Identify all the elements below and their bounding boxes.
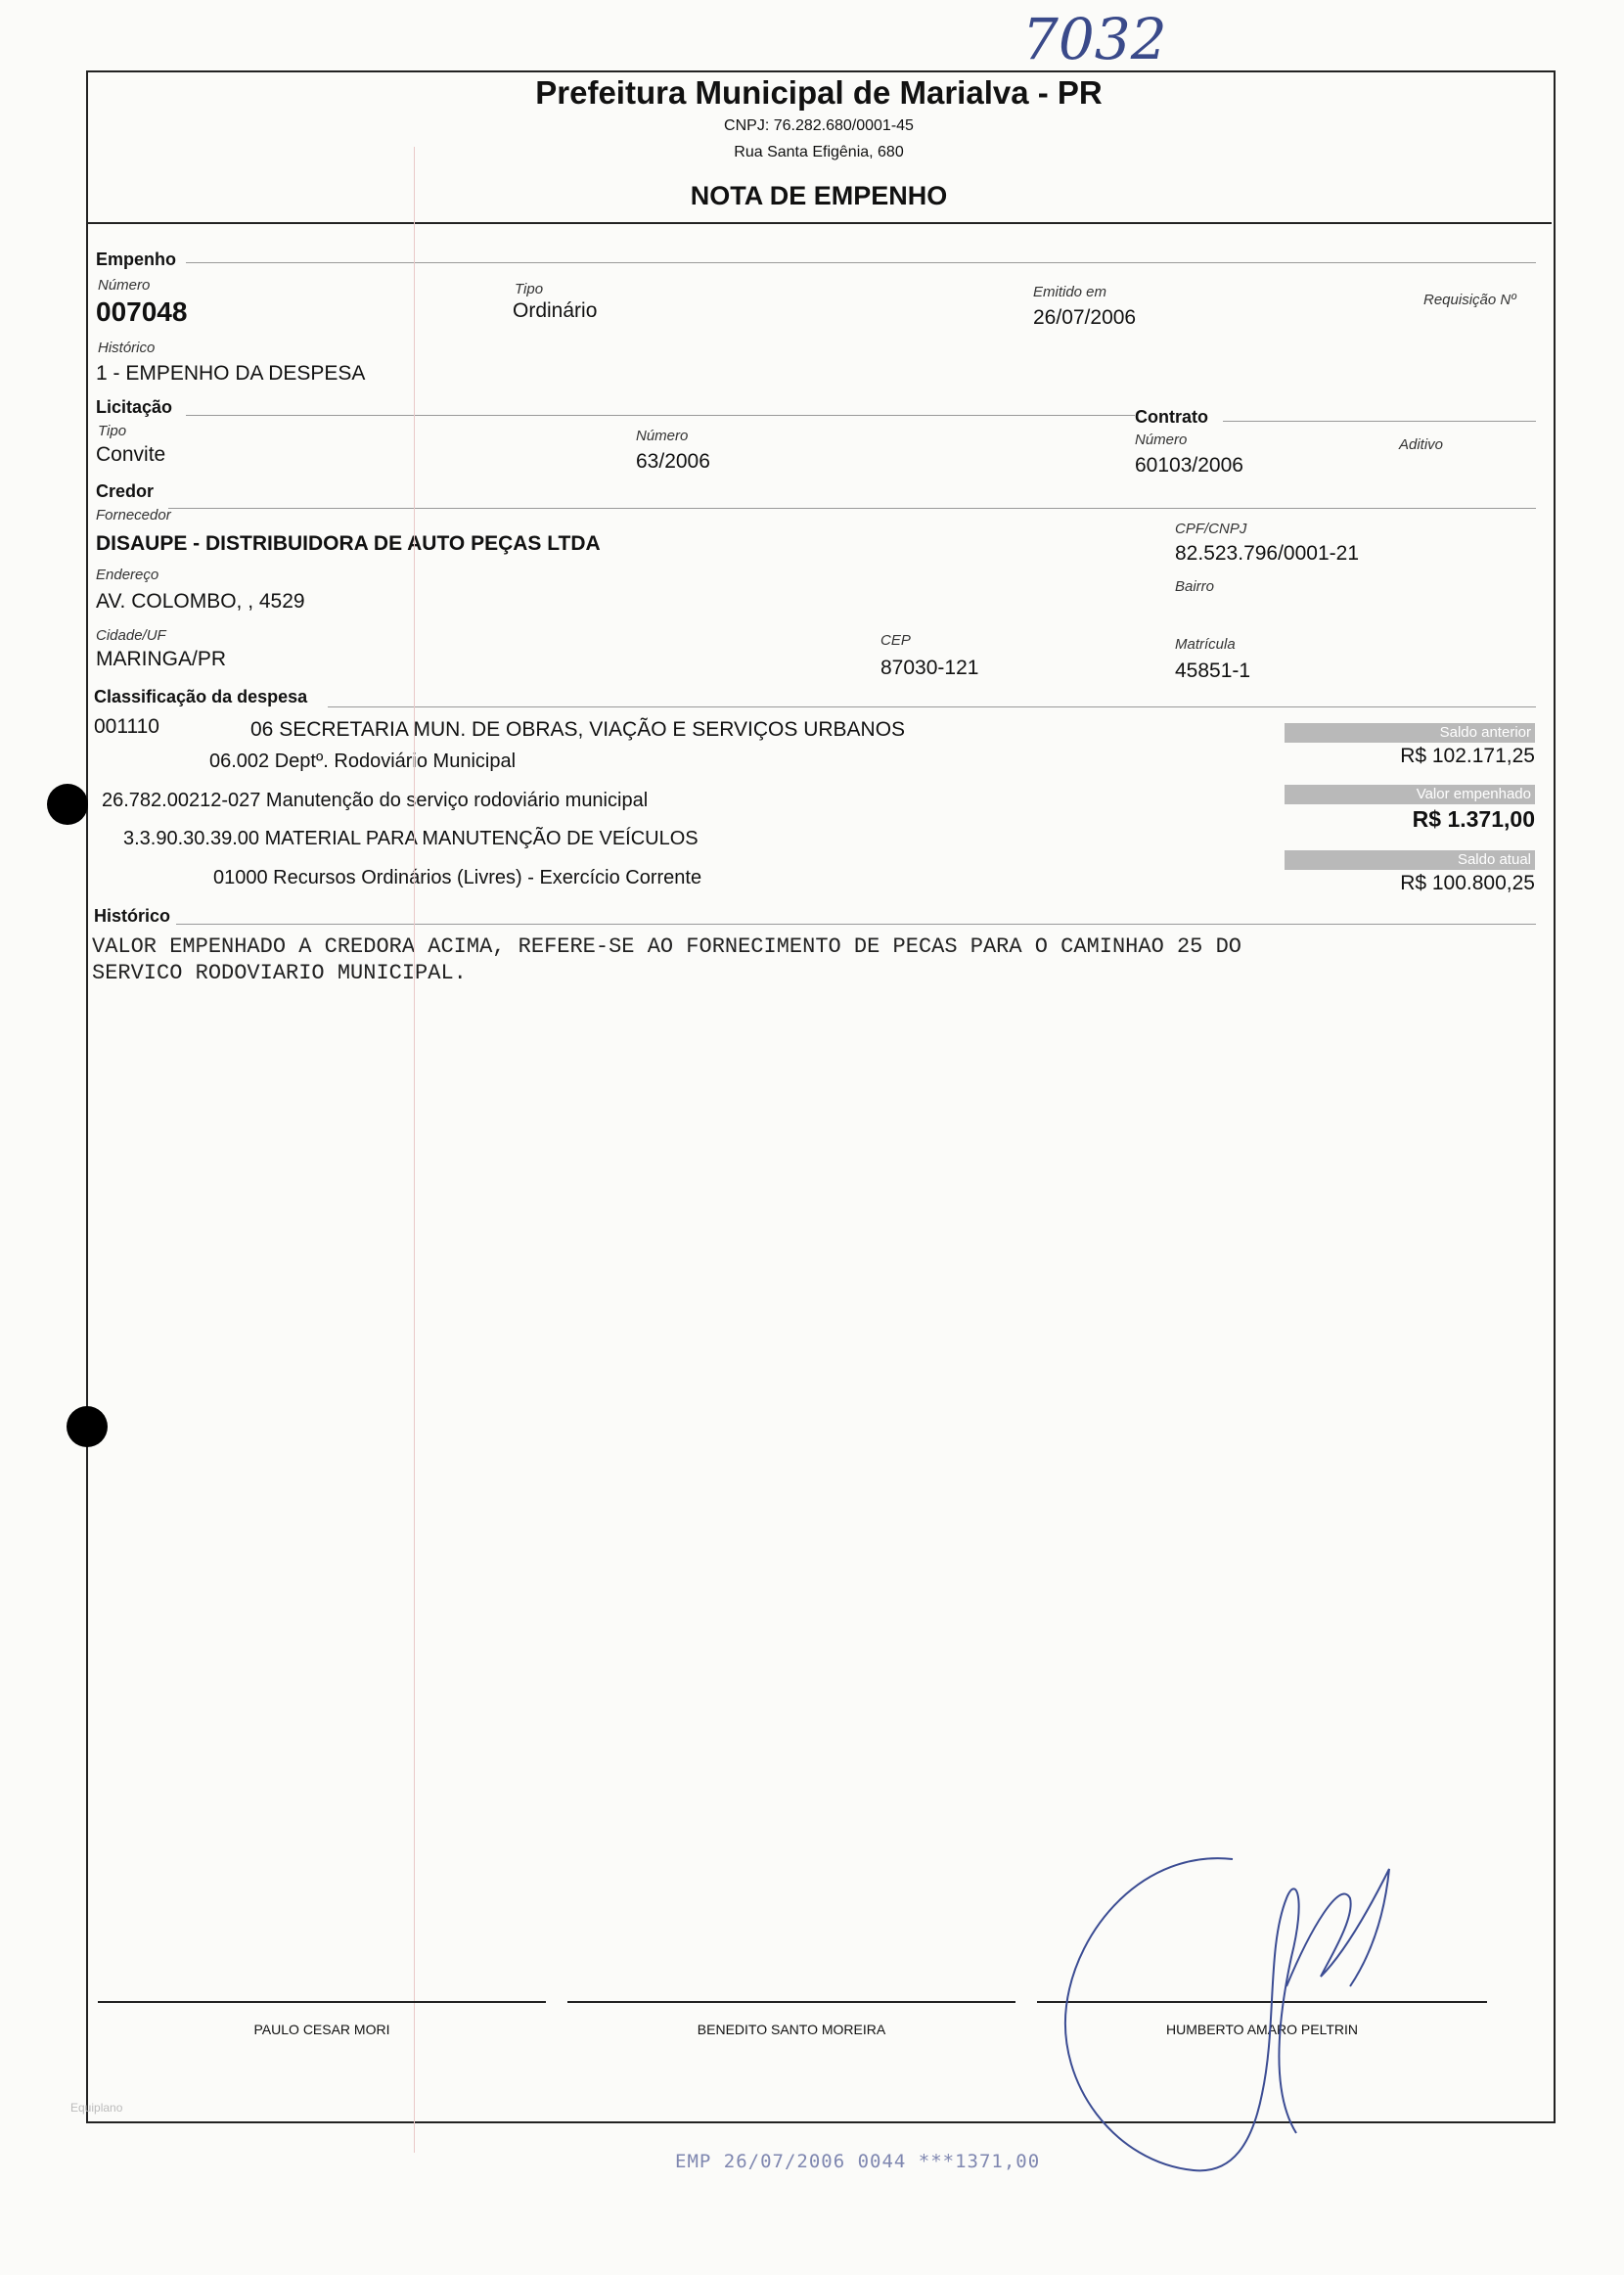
licitacao-tipo-label: Tipo	[98, 423, 127, 439]
cpf-value: 82.523.796/0001-21	[1175, 542, 1360, 565]
section-rule	[186, 262, 1536, 263]
historico-label: Histórico	[98, 340, 156, 356]
section-classificacao: Classificação da despesa	[94, 687, 308, 706]
bank-stamp: EMP 26/07/2006 0044 ***1371,00	[675, 2151, 1041, 2172]
fold-line	[414, 147, 415, 2153]
matricula-value: 45851-1	[1175, 660, 1251, 682]
valor-empenhado-value: R$ 1.371,00	[1412, 806, 1535, 832]
handwritten-number: 7032	[1022, 6, 1167, 72]
matricula-label: Matrícula	[1175, 636, 1236, 653]
aditivo-label: Aditivo	[1399, 436, 1444, 453]
signatory-name: PAULO CESAR MORI	[253, 2022, 390, 2037]
signature-line	[98, 2001, 546, 2003]
contrato-numero-label: Número	[1135, 432, 1188, 448]
numero-label: Número	[98, 277, 151, 294]
contrato-numero: 60103/2006	[1135, 454, 1243, 477]
cidade-value: MARINGA/PR	[96, 648, 227, 670]
bairro-label: Bairro	[1175, 578, 1215, 595]
historico-line-2: SERVICO RODOVIARIO MUNICIPAL.	[92, 961, 467, 985]
cep-label: CEP	[880, 632, 911, 649]
historico-line-1: VALOR EMPENHADO A CREDORA ACIMA, REFERE-SE AO FORNECIMENTO DE PECAS PARA O CAMINHAO 25 DO	[92, 934, 1241, 959]
punch-hole	[47, 784, 88, 825]
requisicao-label: Requisição Nº	[1423, 292, 1516, 308]
section-rule	[176, 924, 1536, 925]
tipo-label: Tipo	[515, 281, 544, 297]
cep-value: 87030-121	[880, 657, 979, 679]
emitido-date: 26/07/2006	[1033, 306, 1137, 329]
saldo-atual-label: Saldo atual	[1285, 850, 1535, 870]
endereco-value: AV. COLOMBO, , 4529	[96, 590, 305, 613]
municipality-title: Prefeitura Municipal de Marialva - PR	[535, 74, 1103, 111]
cnpj-text: CNPJ: 76.282.680/0001-45	[724, 117, 914, 134]
section-rule	[168, 508, 1536, 509]
saldo-anterior-label: Saldo anterior	[1285, 723, 1535, 743]
licitacao-numero: 63/2006	[636, 450, 710, 473]
document-title: NOTA DE EMPENHO	[690, 181, 948, 210]
header-divider	[86, 222, 1552, 224]
section-rule	[1223, 421, 1536, 422]
saldo-anterior-value: R$ 102.171,25	[1400, 745, 1535, 767]
programa-line: 26.782.00212-027 Manutenção do serviço rodoviário municipal	[102, 790, 649, 811]
fornecedor-name: DISAUPE - DISTRIBUIDORA DE AUTO PEÇAS LTDA	[96, 532, 601, 555]
section-licitacao: Licitação	[96, 397, 173, 417]
classificacao-code: 001110	[94, 715, 159, 738]
address-text: Rua Santa Efigênia, 680	[734, 144, 904, 160]
saldo-atual-value: R$ 100.800,25	[1400, 872, 1535, 894]
cidade-label: Cidade/UF	[96, 627, 166, 644]
handwritten-signature	[1057, 1840, 1428, 2177]
section-contrato: Contrato	[1135, 407, 1208, 427]
section-credor: Credor	[96, 481, 155, 501]
fornecedor-label: Fornecedor	[96, 507, 171, 523]
recurso-line: 01000 Recursos Ordinários (Livres) - Exercício Corrente	[213, 867, 702, 888]
section-rule	[186, 415, 1135, 416]
endereco-label: Endereço	[96, 567, 159, 583]
cpf-label: CPF/CNPJ	[1175, 521, 1247, 537]
punch-hole	[67, 1406, 108, 1447]
emitido-label: Emitido em	[1033, 284, 1107, 300]
signature-line	[567, 2001, 1015, 2003]
licitacao-numero-label: Número	[636, 428, 689, 444]
empenho-historico: 1 - EMPENHO DA DESPESA	[96, 362, 366, 385]
section-rule	[328, 706, 1536, 707]
secretaria-line: 06 SECRETARIA MUN. DE OBRAS, VIAÇÃO E SERVIÇOS URBANOS	[250, 718, 906, 741]
software-brand: Equiplano	[70, 2101, 123, 2115]
departamento-line: 06.002 Deptº. Rodoviário Municipal	[209, 751, 517, 772]
section-historico: Histórico	[94, 906, 171, 926]
signatory-name: BENEDITO SANTO MOREIRA	[697, 2022, 886, 2037]
empenho-tipo: Ordinário	[513, 299, 598, 322]
licitacao-tipo: Convite	[96, 443, 166, 466]
elemento-line: 3.3.90.30.39.00 MATERIAL PARA MANUTENÇÃO DE VEÍCULOS	[123, 828, 699, 849]
section-empenho: Empenho	[96, 250, 177, 269]
valor-empenhado-label: Valor empenhado	[1285, 785, 1535, 804]
empenho-number: 007048	[96, 296, 188, 327]
signatory-name: HUMBERTO AMARO PELTRIN	[1165, 2022, 1359, 2037]
